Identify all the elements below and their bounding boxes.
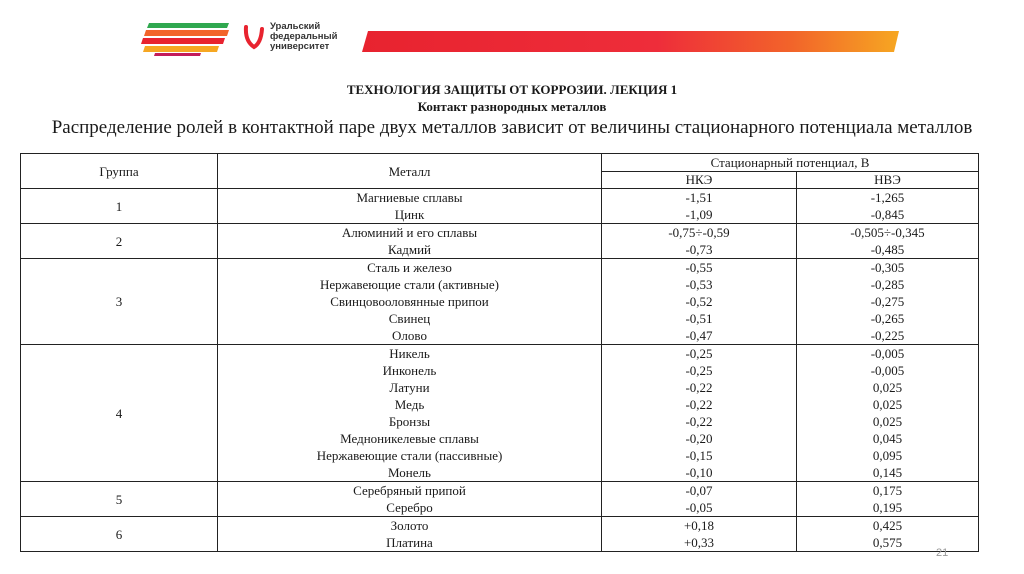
potential-nke: -0,52 bbox=[602, 293, 797, 310]
metal-name: Свинец bbox=[218, 310, 602, 327]
potential-nve: -0,845 bbox=[797, 206, 979, 224]
table-row bbox=[21, 482, 979, 500]
potential-nke: -0,51 bbox=[602, 310, 797, 327]
metal-name: Монель bbox=[218, 464, 602, 482]
potential-nve: -0,005 bbox=[797, 345, 979, 363]
group-number: 3 bbox=[21, 259, 218, 345]
potential-nke: -0,53 bbox=[602, 276, 797, 293]
potential-nke: -1,09 bbox=[602, 206, 797, 224]
header-gradient-bar bbox=[362, 31, 899, 52]
potential-nve: -0,265 bbox=[797, 310, 979, 327]
metal-name: Свинцовооловянные припои bbox=[218, 293, 602, 310]
metal-name: Алюминий и его сплавы bbox=[218, 224, 602, 242]
header-nke: НКЭ bbox=[602, 172, 797, 189]
potential-nve: -1,265 bbox=[797, 189, 979, 207]
metal-name: Магниевые сплавы bbox=[218, 189, 602, 207]
university-name bbox=[270, 22, 360, 52]
potential-nke: -0,05 bbox=[602, 499, 797, 517]
potential-nke: -0,25 bbox=[602, 362, 797, 379]
potential-nve: 0,175 bbox=[797, 482, 979, 500]
potential-nve: -0,225 bbox=[797, 327, 979, 345]
metal-name: Нержавеющие стали (пассивные) bbox=[218, 447, 602, 464]
table-row bbox=[21, 345, 979, 363]
metal-name: Никель bbox=[218, 345, 602, 363]
metal-name: Золото bbox=[218, 517, 602, 535]
metal-name: Нержавеющие стали (активные) bbox=[218, 276, 602, 293]
university-name-line3: университет bbox=[270, 41, 330, 52]
potential-nve: -0,305 bbox=[797, 259, 979, 277]
metal-name: Медь bbox=[218, 396, 602, 413]
potential-nve: -0,505÷-0,345 bbox=[797, 224, 979, 242]
potential-nke: -0,20 bbox=[602, 430, 797, 447]
potential-nke: -0,22 bbox=[602, 379, 797, 396]
potential-nve: 0,045 bbox=[797, 430, 979, 447]
potential-nke: -0,15 bbox=[602, 447, 797, 464]
metal-name: Латуни bbox=[218, 379, 602, 396]
potential-nke: -0,07 bbox=[602, 482, 797, 500]
potential-nve: 0,145 bbox=[797, 464, 979, 482]
potential-nve: 0,575 bbox=[797, 534, 979, 552]
group-number: 2 bbox=[21, 224, 218, 259]
metal-name: Олово bbox=[218, 327, 602, 345]
potential-nve: 0,025 bbox=[797, 396, 979, 413]
metal-name: Кадмий bbox=[218, 241, 602, 259]
lecture-title: ТЕХНОЛОГИЯ ЗАЩИТЫ ОТ КОРРОЗИИ. ЛЕКЦИЯ 1 bbox=[346, 82, 678, 97]
table-row bbox=[21, 189, 979, 207]
potential-nve: -0,005 bbox=[797, 362, 979, 379]
potential-nke: -0,73 bbox=[602, 241, 797, 259]
potential-nve: 0,425 bbox=[797, 517, 979, 535]
university-name-line2: федеральный bbox=[270, 31, 338, 42]
table-header-row bbox=[21, 154, 979, 172]
slide-heading: Распределение ролей в контактной паре двух металлов зависит от величины стационарного потенциала металлов bbox=[51, 117, 973, 138]
university-name-line1: Уральский bbox=[270, 21, 321, 32]
group-number: 5 bbox=[21, 482, 218, 517]
header-potential: Стационарный потенциал, В bbox=[602, 154, 979, 172]
metal-name: Серебряный припой bbox=[218, 482, 602, 500]
metal-name: Инконель bbox=[218, 362, 602, 379]
potential-nke: +0,33 bbox=[602, 534, 797, 552]
header-group: Группа bbox=[21, 154, 218, 189]
ural-university-stripes-logo bbox=[141, 22, 229, 56]
potential-nke: -0,75÷-0,59 bbox=[602, 224, 797, 242]
potential-nve: 0,095 bbox=[797, 447, 979, 464]
metal-name: Медноникелевые сплавы bbox=[218, 430, 602, 447]
metal-name: Бронзы bbox=[218, 413, 602, 430]
potential-nke: -0,55 bbox=[602, 259, 797, 277]
table-row bbox=[21, 224, 979, 242]
potential-nve: -0,275 bbox=[797, 293, 979, 310]
group-number: 1 bbox=[21, 189, 218, 224]
potential-nve: 0,195 bbox=[797, 499, 979, 517]
potential-nke: -0,10 bbox=[602, 464, 797, 482]
potential-nve: 0,025 bbox=[797, 413, 979, 430]
potential-nke: -0,22 bbox=[602, 396, 797, 413]
potential-nke: +0,18 bbox=[602, 517, 797, 535]
potential-nve: 0,025 bbox=[797, 379, 979, 396]
metal-name: Сталь и железо bbox=[218, 259, 602, 277]
table-row bbox=[21, 517, 979, 535]
potential-nke: -1,51 bbox=[602, 189, 797, 207]
page-number: 21 bbox=[936, 547, 949, 559]
urfu-u-mark-icon bbox=[243, 25, 265, 51]
metal-name: Серебро bbox=[218, 499, 602, 517]
potential-nke: -0,47 bbox=[602, 327, 797, 345]
potentials-table bbox=[20, 153, 979, 552]
potential-nve: -0,285 bbox=[797, 276, 979, 293]
group-number: 6 bbox=[21, 517, 218, 552]
metal-name: Цинк bbox=[218, 206, 602, 224]
potential-nke: -0,25 bbox=[602, 345, 797, 363]
group-number: 4 bbox=[21, 345, 218, 482]
potential-nve: -0,485 bbox=[797, 241, 979, 259]
header-metal: Металл bbox=[218, 154, 602, 189]
lecture-subtitle: Контакт разнородных металлов bbox=[417, 99, 607, 114]
potential-nke: -0,22 bbox=[602, 413, 797, 430]
metal-name: Платина bbox=[218, 534, 602, 552]
header-nve: НВЭ bbox=[797, 172, 979, 189]
table-row bbox=[21, 259, 979, 277]
